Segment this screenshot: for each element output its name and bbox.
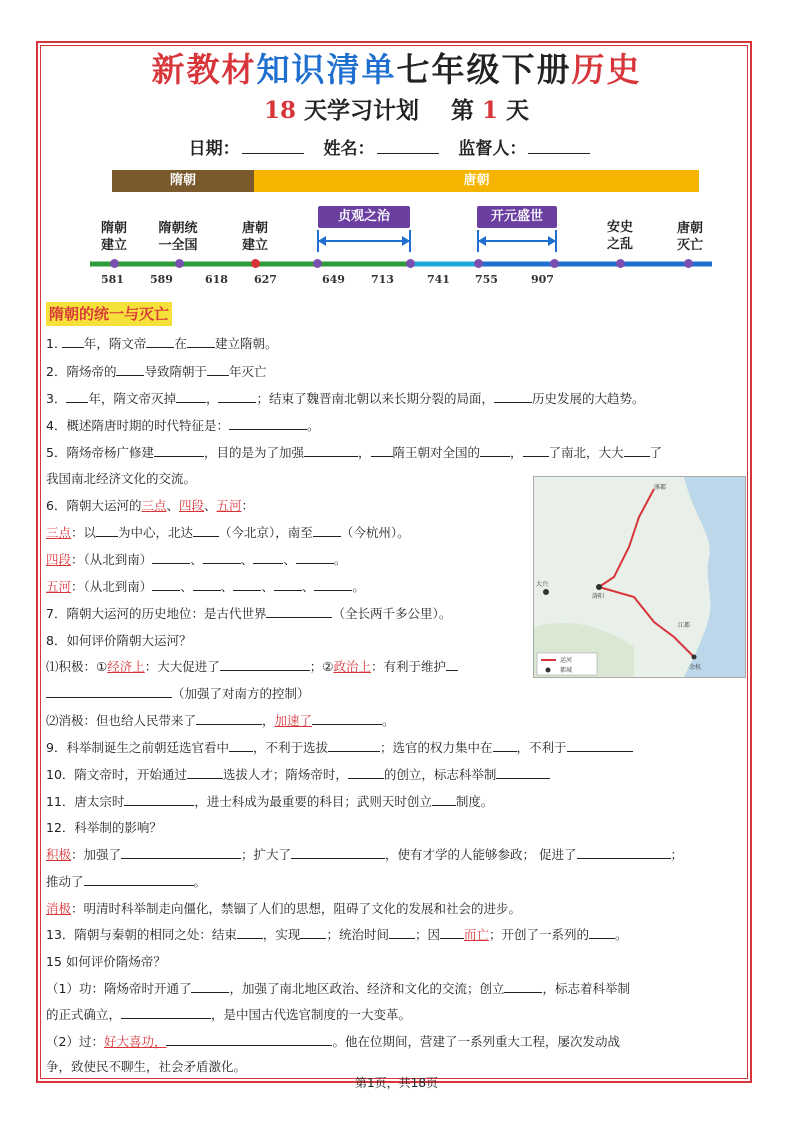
- dot-tang-fall: [684, 259, 693, 268]
- q15: 15 如何评价隋炀帝？: [46, 954, 166, 969]
- dot-649: [313, 259, 322, 268]
- sui-bar: 隋朝: [112, 170, 254, 192]
- map-label-jiangdu: 江都: [678, 622, 691, 629]
- date-label: 日期：: [188, 139, 240, 159]
- q8a: ⑴积极：①经济上：大大促进了 ；②政治上：有利于维护: [46, 657, 458, 675]
- q4: 4．概述隋唐时期的时代特征是： 。: [46, 418, 320, 433]
- year-741: 741: [427, 273, 450, 286]
- year-713: 713: [371, 273, 394, 286]
- year-649: 649: [322, 273, 345, 286]
- event-tang-fall: 唐朝 灭亡: [676, 221, 703, 253]
- q5a: 5．隋炀帝杨广修建 ，目的是为了加强 ， 隋王朝对全国的 ， 了南北，大大 了: [46, 445, 663, 460]
- q6b: 四段：（从北到南） 、 、 、 。: [46, 552, 347, 567]
- title-part2: 知识清单: [256, 50, 397, 89]
- era-kaiyuan: 开元盛世: [477, 206, 557, 228]
- q9: 9．科举制诞生之前朝廷选官看中 ，不利于选拔 ；选官的权力集中在 ，不利于: [46, 738, 633, 756]
- dot-anshi: [616, 259, 625, 268]
- dot-907: [550, 259, 559, 268]
- map-label-zhuojun: 涿郡: [654, 484, 667, 491]
- event-anshi-rebellion: 安史 之乱: [606, 220, 633, 252]
- yongji-canal-route: [599, 489, 654, 587]
- q15d: 争，致使民不聊生，社会矛盾激化。: [46, 1059, 247, 1074]
- dot-581: [110, 259, 119, 268]
- event-tang-founded: 唐朝 建立: [241, 221, 268, 253]
- year-907: 907: [531, 273, 554, 286]
- tang-bar: 唐朝: [254, 170, 699, 192]
- q15b: 的正式确立， ，是中国古代选官制度的一大变革。: [46, 1007, 412, 1022]
- title-part4: 历史: [571, 50, 642, 89]
- year-581: 581: [101, 273, 124, 286]
- event-sui-founded: 隋朝 建立: [100, 221, 127, 253]
- q3: 3． 年，隋文帝灭掉 ， ；结束了魏晋南北朝以来长期分裂的局面， 历史发展的大趋势。: [46, 391, 645, 406]
- q15c: （2）过：好大喜功， 。他在位期间，营建了一系列重大工程，屡次发动战: [46, 1034, 620, 1049]
- q8c: ⑵消极：但也给人民带来了 ，加速了 。: [46, 713, 395, 728]
- legend-capital: 都城: [560, 667, 573, 674]
- q1: 1. 年，隋文帝 在 建立隋朝。: [46, 336, 278, 351]
- title-part1: 新教材: [151, 50, 257, 89]
- dot-618: [251, 259, 260, 268]
- year-627: 627: [254, 273, 277, 286]
- q5b: 我国南北经济文化的交流。: [46, 471, 197, 486]
- plan-days: 18: [263, 97, 296, 124]
- q7: 7．隋朝大运河的历史地位：是古代世界 （全长两千多公里）。: [46, 606, 452, 621]
- q13: 13．隋朝与秦朝的相同之处：结束 ，实现 ；统治时间 ；因 而亡；开创了一系列的 。: [46, 927, 628, 942]
- dot-713: [406, 259, 415, 268]
- page-footer: 第1页，共18页: [355, 1076, 438, 1090]
- q12b: 推动了 。: [46, 874, 207, 889]
- title-part3: 七年级下册: [396, 50, 572, 89]
- year-618: 618: [205, 273, 228, 286]
- year-589: 589: [150, 273, 173, 286]
- q8: 8．如何评价隋朝大运河？: [46, 633, 192, 648]
- q10: 10．隋文帝时，开始通过 选拔人才；隋炀帝时， 的创立，标志科举制: [46, 765, 550, 783]
- supervisor-label: 监督人：: [458, 139, 527, 159]
- day-prefix: 第: [451, 97, 483, 124]
- legend-canal: 运河: [560, 657, 573, 664]
- timeline-graphic: [0, 0, 793, 300]
- q11: 11．唐太宗时 ，进士科成为最重要的科目；武则天时创立 制度。: [46, 794, 494, 809]
- q6: 6．隋朝大运河的三点、四段、五河：: [46, 498, 255, 513]
- map-label-daxing: 大兴: [536, 581, 549, 588]
- map-graphic: [534, 477, 745, 677]
- q2: 2．隋炀帝的 导致隋朝于 年灭亡: [46, 364, 267, 379]
- q8b: （加强了对南方的控制）: [46, 684, 310, 702]
- dot-589: [175, 259, 184, 268]
- era-zhenguan: 贞观之治: [318, 206, 410, 228]
- q12: 12．科举制的影响？: [46, 820, 162, 835]
- grand-canal-map: [533, 476, 746, 678]
- q15a: （1）功：隋炀帝时开通了 ，加强了南北地区政治、经济和文化的交流；创立 ，标志着科举制: [46, 981, 630, 996]
- day-suffix: 天: [498, 97, 530, 124]
- dot-755: [474, 259, 483, 268]
- map-label-yuhang: 余杭: [689, 664, 702, 671]
- section-heading: 隋朝的统一与灭亡: [46, 302, 172, 326]
- plan-text: 天学习计划: [295, 97, 419, 124]
- q12c: 消极：明清时科举制走向僵化，禁锢了人们的思想，阻碍了文化的发展和社会的进步。: [46, 901, 522, 916]
- map-label-luoyang: 洛阳: [592, 593, 605, 600]
- year-755: 755: [475, 273, 498, 286]
- day-number: 1: [482, 97, 499, 124]
- q12a: 积极：加强了 ；扩大了 ，使有才学的人能够参政； 促进了 ；: [46, 847, 684, 862]
- q6a: 三点：以 为中心，北达 （今北京），南至 （今杭州）。: [46, 525, 410, 540]
- event-sui-unified: 隋朝统 一全国: [158, 221, 198, 253]
- name-label: 姓名：: [323, 139, 375, 159]
- q6c: 五河：（从北到南） 、 、 、 、 。: [46, 579, 365, 594]
